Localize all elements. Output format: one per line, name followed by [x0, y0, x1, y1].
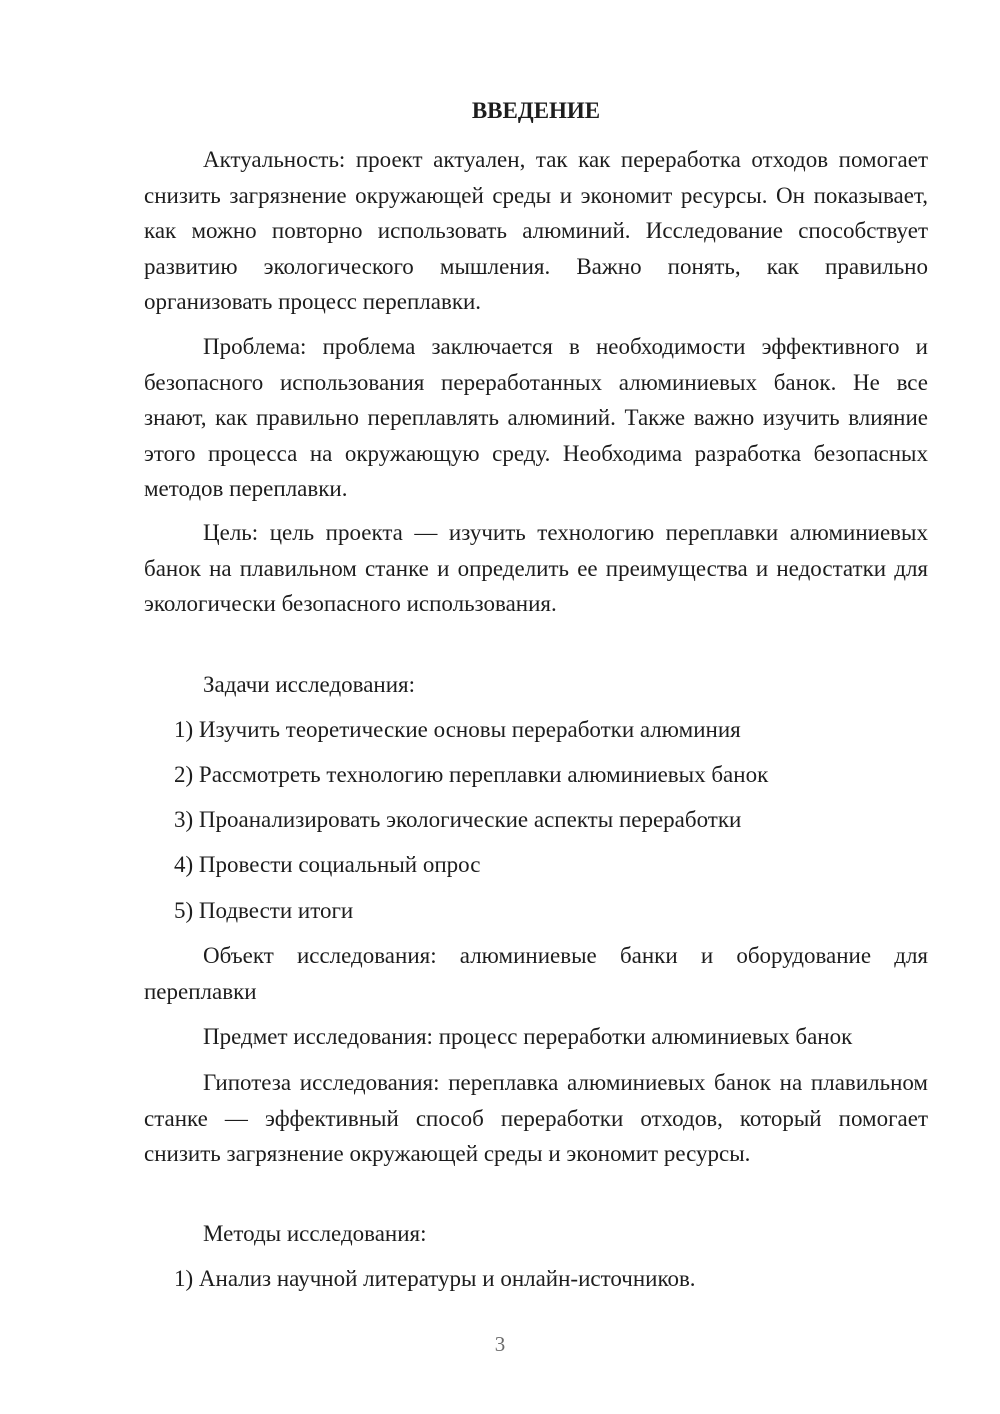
task-item-2: 2) Рассмотреть технологию переплавки алюминиевых банок	[174, 762, 769, 787]
task-item-3: 3) Проанализировать экологические аспекты переработки	[174, 807, 742, 832]
methods-heading: Методы исследования:	[203, 1221, 427, 1246]
relevance-paragraph: Актуальность: проект актуален, так как переработка отходов помогает снизить загрязнение окружающей среды и экономит ресурсы. Он показывает, как можно повторно использовать алюминий. Исследование способствует развитию экологического мышления. Важно понять, как правильно организовать процесс переплавки.	[144, 147, 928, 314]
task-item-5: 5) Подвести итоги	[174, 898, 354, 923]
method-item-1: 1) Анализ научной литературы и онлайн-источников.	[174, 1266, 696, 1291]
object-paragraph: Объект исследования: алюминиевые банки и оборудование для переплавки	[144, 943, 928, 1004]
page-title: ВВЕДЕНИЕ	[471, 98, 601, 123]
page-number: 3	[494, 1332, 506, 1356]
task-item-4: 4) Провести социальный опрос	[174, 852, 481, 877]
hypothesis-paragraph: Гипотеза исследования: переплавка алюминиевых банок на плавильном станке — эффективный способ переработки отходов, который помогает снизить загрязнение окружающей среды и экономит ресурсы.	[144, 1070, 928, 1166]
problem-paragraph: Проблема: проблема заключается в необходимости эффективного и безопасного использования переработанных алюминиевых банок. Не все знают, как правильно переплавлять алюминий. Также важно изучить влияние этого процесса на окружающую среду. Необходима разработка безопасных методов переплавки.	[144, 334, 928, 501]
subject-paragraph: Предмет исследования: процесс переработки алюминиевых банок	[203, 1024, 853, 1049]
task-item-1: 1) Изучить теоретические основы переработки алюминия	[174, 717, 741, 742]
goal-paragraph: Цель: цель проекта — изучить технологию переплавки алюминиевых банок на плавильном станке и определить ее преимущества и недостатки для экологически безопасного использования.	[144, 520, 928, 616]
tasks-heading: Задачи исследования:	[203, 672, 416, 697]
